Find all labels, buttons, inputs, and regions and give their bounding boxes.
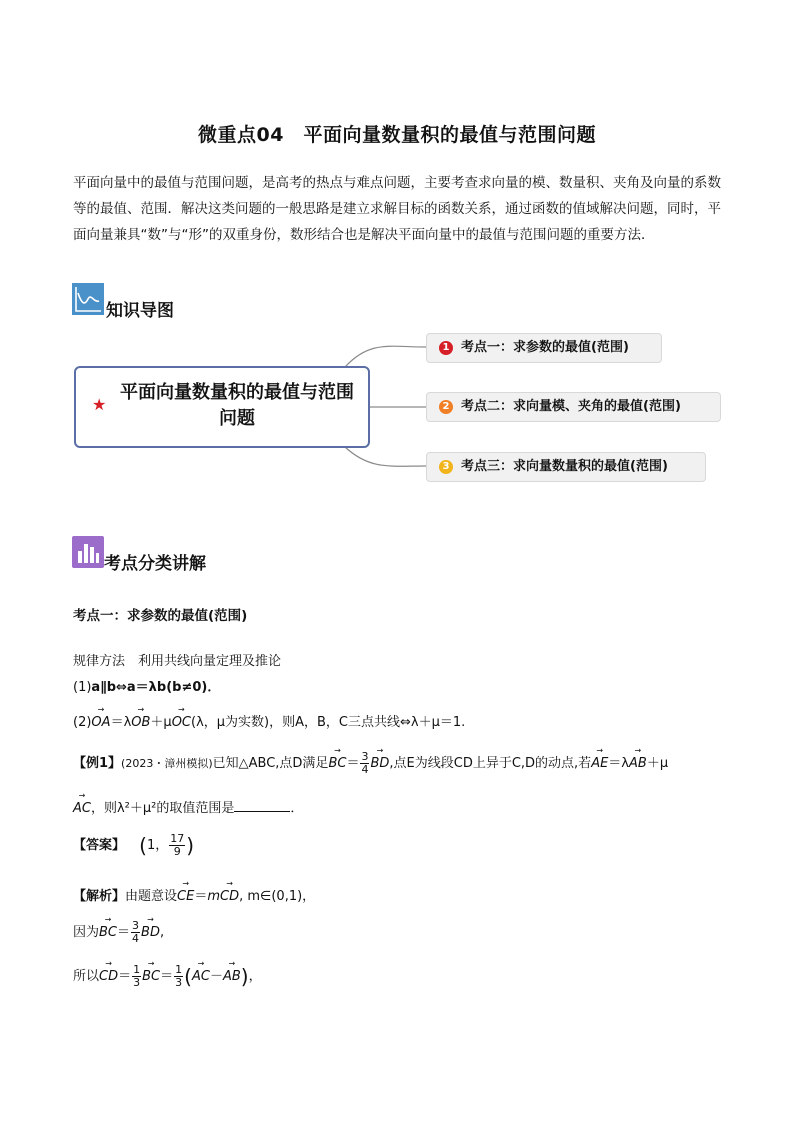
mindmap-node-label: 考点三：求向量数量积的最值(范围) (461, 459, 668, 474)
mindmap-center-label: 平面向量数量积的最值与范围问题 (120, 382, 354, 429)
number-badge-icon: 1 (439, 341, 453, 355)
answer-line: 【答案】 (1， $\frac{17}{9}$ ) (73, 832, 195, 858)
page-title: 微重点04 平面向量数量积的最值与范围问题 (198, 124, 596, 146)
mindmap-node-1 (426, 333, 662, 363)
analysis-line: 【解析】由题意设→ CE＝m→ CD, m∈(0,1)， (73, 885, 315, 904)
rule-1: (1)a∥b⇔a＝λb(b≠0)． (73, 680, 221, 695)
number-badge-icon: 3 (439, 460, 453, 474)
mindmap-node-3 (426, 452, 706, 482)
section-title-topics: 考点分类讲解 (104, 554, 206, 574)
rule-2: (2)→ OA＝λ→ OB＋μ→ OC(λ，μ为实数)，则A，B，C三点共线⇔λ＋μ＝1. (73, 711, 465, 730)
answer-blank (234, 799, 290, 812)
rule-heading: 规律方法 利用共线向量定理及推论 (73, 654, 282, 669)
star-icon: ★ (92, 395, 107, 414)
mindmap-node-label: 考点二：求向量模、夹角的最值(范围) (461, 399, 681, 414)
intro-paragraph: 平面向量中的最值与范围问题，是高考的热点与难点问题，主要考查求向量的模、数量积、夹角及向量的系数等的最值、范围．解决这类问题的一般思路是建立求解目标的函数关系，通过函数的值域解决问题，同时，平面向量兼具“数”与“形”的双重身份，数形结合也是解决平面向量中的最值与范围问题的重要方法． (73, 175, 721, 243)
example-line-2: → AC，则λ²＋μ²的取值范围是 ． (73, 797, 303, 816)
mindmap-center-node (74, 366, 370, 448)
example-line-1: 【例1】(2023・漳州模拟)已知△ABC,点D满足→ BC＝ $\frac{3}{4}$ → BD,点E为线段CD上异于C,D的动点,若→ AE＝λ→ AB＋μ (73, 751, 668, 776)
answer-value: (1， $\frac{17}{9}$ ) (139, 832, 195, 858)
section-title-knowledge-map: 知识导图 (106, 301, 174, 321)
mindmap-node-label: 考点一：求参数的最值(范围) (461, 340, 629, 355)
number-badge-icon: 2 (439, 400, 453, 414)
so-line: 所以→ CD＝ $\frac{1}{3}$ → BC＝ $\frac{1}{3}$ (→ AC－→ AB)， (73, 964, 262, 989)
because-line: 因为→ BC＝ $\frac{3}{4}$ → BD, (73, 920, 164, 945)
mindmap-node-2 (426, 392, 721, 422)
topic-heading: 考点一：求参数的最值(范围) (73, 608, 248, 624)
bar-chart-icon (72, 536, 104, 568)
